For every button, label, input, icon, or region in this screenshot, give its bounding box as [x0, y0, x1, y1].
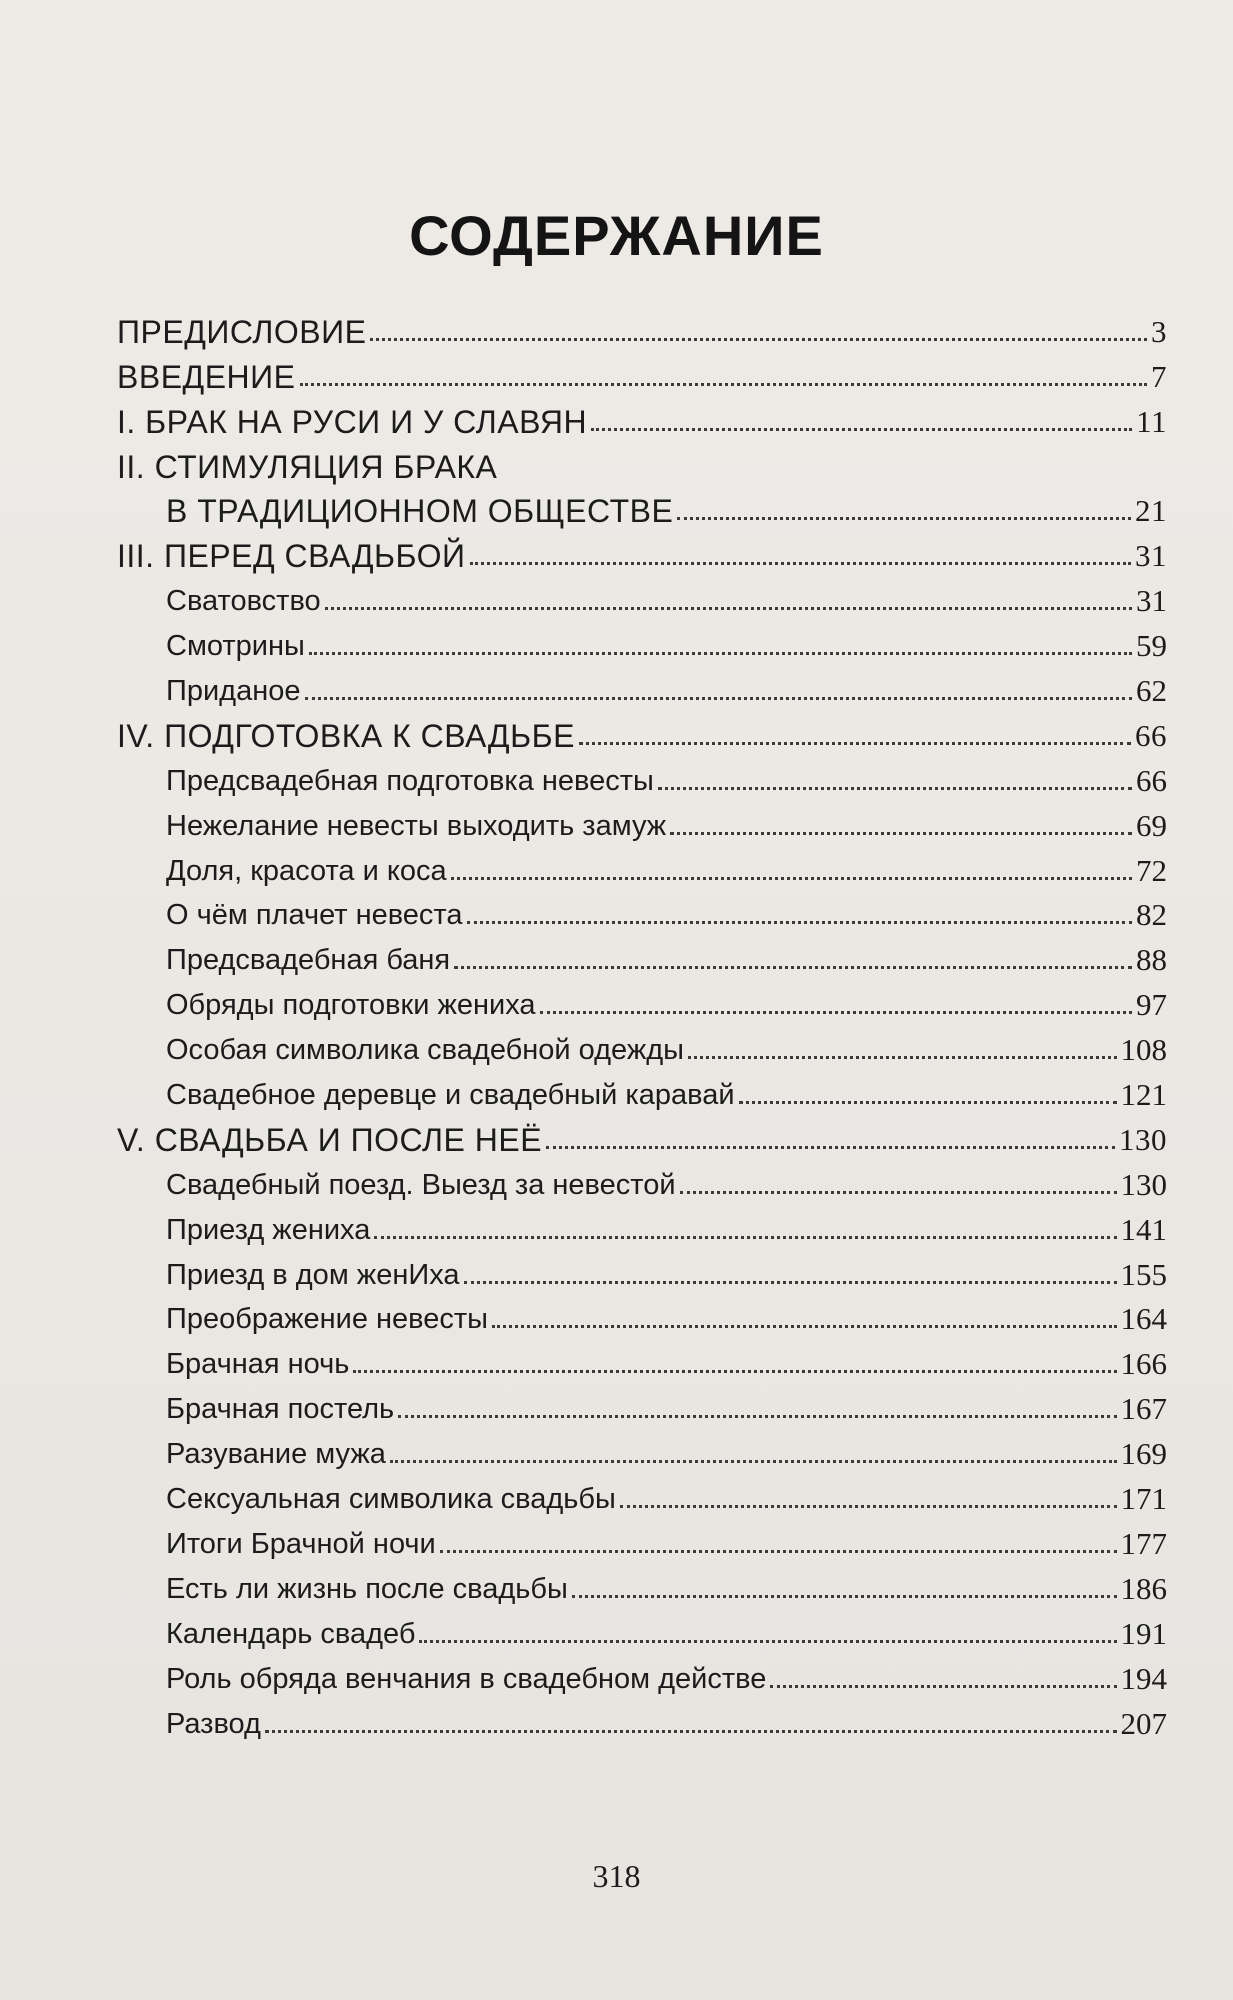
toc-entry-page: 130: [1119, 1121, 1167, 1157]
toc-entry-page: 66: [1135, 717, 1167, 753]
leader-dots: [309, 652, 1132, 655]
toc-entry-label: О чём плачет невеста: [166, 899, 463, 932]
page-title: СОДЕРЖАНИЕ: [409, 204, 824, 267]
leader-dots: [680, 1191, 1117, 1194]
leader-dots: [572, 1595, 1117, 1598]
toc-entry-label: Развод: [166, 1707, 261, 1740]
toc-entry-label: ПРЕДИСЛОВИЕ: [117, 313, 367, 350]
toc-entry-section[interactable]: [117, 1158, 1167, 1203]
leader-dots: [540, 1011, 1132, 1014]
toc-entry-section[interactable]: [117, 933, 1167, 978]
toc-entry-label: ВВЕДЕНИЕ: [117, 358, 296, 395]
toc-entry-page: 31: [1135, 538, 1167, 574]
toc-entry-section[interactable]: [117, 1517, 1167, 1562]
toc-entry-section[interactable]: [117, 754, 1167, 799]
toc-entry-section[interactable]: [117, 1607, 1167, 1652]
toc-entry-label: I. БРАК НА РУСИ И У СЛАВЯН: [117, 403, 588, 440]
leader-dots: [546, 1146, 1115, 1149]
leader-dots: [300, 383, 1148, 386]
leader-dots: [464, 1281, 1117, 1284]
toc-entry-label: Есть ли жизнь после свадьбы: [166, 1572, 568, 1605]
toc-entry-page: 177: [1120, 1525, 1167, 1561]
toc-entry-label: Брачная ночь: [166, 1348, 350, 1381]
toc-entry-page: 191: [1120, 1615, 1167, 1651]
toc-entry-chapter-2-title[interactable]: [117, 440, 1167, 485]
toc-entry-page: 194: [1120, 1660, 1167, 1696]
toc-entry-page: 166: [1120, 1346, 1167, 1382]
toc-entry-chapter-2-continuation[interactable]: [117, 485, 1167, 530]
toc-entry-label: Роль обряда венчания в свадебном действе: [166, 1662, 767, 1695]
toc-entry-page: 97: [1136, 987, 1167, 1023]
toc-entry-label: Сватовство: [166, 585, 321, 618]
leader-dots: [591, 428, 1132, 431]
toc-entry-page: 167: [1120, 1391, 1167, 1427]
toc-entry-section[interactable]: [117, 799, 1167, 844]
toc-entry-label: Свадебное деревце и свадебный каравай: [166, 1079, 735, 1112]
toc-entry-page: 82: [1136, 897, 1167, 933]
toc-entry-page: 155: [1120, 1256, 1167, 1292]
toc-entry-label: В ТРАДИЦИОННОМ ОБЩЕСТВЕ: [166, 493, 674, 530]
toc-entry-label: Разувание мужа: [166, 1438, 386, 1471]
toc-entry-section[interactable]: [117, 1562, 1167, 1607]
leader-dots: [390, 1460, 1117, 1463]
page-number: 318: [592, 1858, 641, 1894]
toc-entry-page: 121: [1120, 1077, 1167, 1113]
toc-entry-label: Свадебный поезд. Выезд за невестой: [166, 1168, 676, 1201]
leader-dots: [470, 562, 1131, 565]
toc-entry-label: III. ПЕРЕД СВАДЬБОЙ: [117, 538, 466, 575]
leader-dots: [374, 1236, 1116, 1239]
toc-entry-section[interactable]: [117, 1203, 1167, 1248]
toc-entry-label: Сексуальная символика свадьбы: [166, 1483, 616, 1516]
toc-entry-label: Приезд жениха: [166, 1213, 371, 1246]
toc-entry-label: Смотрины: [166, 630, 305, 663]
toc-entry-section[interactable]: [117, 1068, 1167, 1113]
toc-entry-section[interactable]: [117, 619, 1167, 664]
toc-entry-section[interactable]: [117, 978, 1167, 1023]
toc-entry-page: 31: [1136, 583, 1167, 619]
toc-entry-page: 72: [1136, 852, 1167, 888]
leader-dots: [353, 1370, 1116, 1373]
toc-entry-page: 62: [1136, 673, 1167, 709]
leader-dots: [670, 832, 1132, 835]
toc-entry-label: Приезд в дом женИха: [166, 1258, 460, 1291]
toc-entry-label: IV. ПОДГОТОВКА К СВАДЬБЕ: [117, 717, 575, 754]
leader-dots: [454, 966, 1132, 969]
leader-dots: [370, 338, 1147, 341]
toc-entry-section[interactable]: [117, 1337, 1167, 1382]
toc-entry-label: V. СВАДЬБА И ПОСЛЕ НЕЁ: [117, 1121, 543, 1158]
toc-entry-chapter-4[interactable]: [117, 709, 1167, 754]
leader-dots: [440, 1550, 1117, 1553]
toc-entry-section[interactable]: [117, 664, 1167, 709]
toc-entry-section[interactable]: [117, 889, 1167, 934]
toc-entry-page: 11: [1136, 403, 1167, 439]
leader-dots: [579, 742, 1131, 745]
toc-entry-label: Предсвадебная подготовка невесты: [166, 764, 654, 797]
toc-entry-section[interactable]: [117, 844, 1167, 889]
toc-entry-section[interactable]: [117, 1293, 1167, 1338]
toc-entry-section[interactable]: [117, 1697, 1167, 1742]
toc-entry-label: Брачная постель: [166, 1393, 395, 1426]
toc-entry-page: 69: [1136, 807, 1167, 843]
toc-entry-label: Особая символика свадебной одежды: [166, 1034, 685, 1067]
leader-dots: [419, 1640, 1116, 1643]
toc-entry-page: 171: [1120, 1481, 1167, 1517]
toc-entry-page: 141: [1120, 1211, 1167, 1247]
toc-entry-page: 21: [1135, 493, 1167, 529]
toc-entry-page: 66: [1136, 762, 1167, 798]
toc-entry-section[interactable]: [117, 1023, 1167, 1068]
toc-entry-section[interactable]: [117, 1248, 1167, 1293]
toc-entry-page: 169: [1120, 1436, 1167, 1472]
toc-entry-section[interactable]: [117, 1382, 1167, 1427]
toc-entry-chapter-3[interactable]: [117, 529, 1167, 574]
toc-entry-page: 7: [1151, 358, 1167, 394]
toc-entry-label: Предсвадебная баня: [166, 944, 451, 977]
toc-entry-page: 186: [1120, 1570, 1167, 1606]
leader-dots: [398, 1415, 1116, 1418]
toc-entry-introduction[interactable]: [117, 350, 1167, 395]
toc-entry-section[interactable]: [117, 1472, 1167, 1517]
toc-entry-label: Преображение невесты: [166, 1303, 489, 1336]
toc-entry-section[interactable]: [117, 1652, 1167, 1697]
leader-dots: [265, 1730, 1117, 1733]
toc-entry-page: 59: [1136, 628, 1167, 664]
leader-dots: [451, 877, 1132, 880]
leader-dots: [770, 1685, 1116, 1688]
toc-entry-page: 88: [1136, 942, 1167, 978]
toc-entry-page: 164: [1120, 1301, 1167, 1337]
toc-entry-page: 3: [1151, 313, 1167, 349]
toc-entry-chapter-1[interactable]: [117, 395, 1167, 440]
leader-dots: [677, 517, 1131, 520]
leader-dots: [658, 787, 1132, 790]
leader-dots: [305, 697, 1133, 700]
leader-dots: [688, 1056, 1116, 1059]
table-of-contents: [117, 305, 1167, 1742]
leader-dots: [467, 921, 1132, 924]
toc-entry-section[interactable]: [117, 574, 1167, 619]
toc-entry-label: Обряды подготовки жениха: [166, 989, 536, 1022]
toc-entry-label: Итоги Брачной ночи: [166, 1527, 436, 1560]
leader-dots: [739, 1101, 1117, 1104]
toc-entry-page: 207: [1120, 1705, 1167, 1741]
toc-entry-label: Доля, красота и коса: [166, 854, 447, 887]
toc-entry-page: 130: [1120, 1166, 1167, 1202]
toc-entry-label: Нежелание невесты выходить замуж: [166, 809, 667, 842]
toc-entry-label: Календарь свадеб: [166, 1617, 416, 1650]
toc-entry-section[interactable]: [117, 1427, 1167, 1472]
toc-entry-label: Приданое: [166, 675, 301, 708]
toc-entry-preface[interactable]: [117, 305, 1167, 350]
leader-dots: [325, 607, 1132, 610]
toc-entry-page: 108: [1120, 1032, 1167, 1068]
toc-entry-label: II. СТИМУЛЯЦИЯ БРАКА: [117, 448, 498, 485]
leader-dots: [492, 1325, 1116, 1328]
leader-dots: [620, 1505, 1117, 1508]
toc-entry-chapter-5[interactable]: [117, 1113, 1167, 1158]
